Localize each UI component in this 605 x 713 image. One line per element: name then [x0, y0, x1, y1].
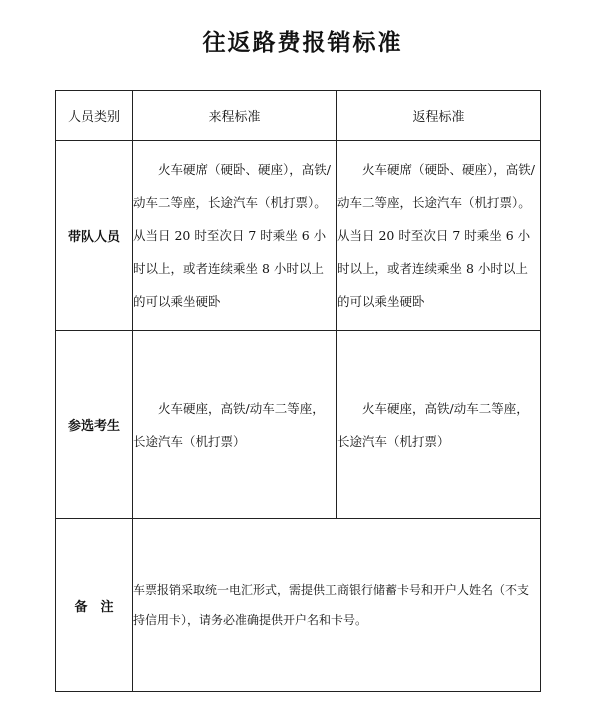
- page-title: 往返路费报销标准: [202, 29, 403, 56]
- header-category: 人员类别: [56, 91, 133, 141]
- table-row: [56, 331, 541, 519]
- reimbursement-table: [55, 90, 541, 692]
- candidate-outbound-standard: 火车硬座，高铁/动车二等座，长途汽车（机打票）: [133, 331, 337, 519]
- row-category-candidate: 参选考生: [56, 331, 133, 519]
- candidate-return-standard: 火车硬座，高铁/动车二等座，长途汽车（机打票）: [337, 331, 541, 519]
- table-row: [56, 519, 541, 692]
- table-row: [56, 141, 541, 331]
- table-header-row: [56, 91, 541, 141]
- note-text: 车票报销采取统一电汇形式，需提供工商银行储蓄卡号和开户人姓名（不支持信用卡），请务必准确提供开户名和卡号。: [133, 519, 541, 692]
- leader-return-standard: 火车硬席（硬卧、硬座），高铁/动车二等座，长途汽车（机打票）。从当日 20 时至次日 7 时乘坐 6 小时以上，或者连续乘坐 8 小时以上的可以乘坐硬卧: [337, 141, 541, 331]
- header-return: 返程标准: [337, 91, 541, 141]
- header-outbound: 来程标准: [133, 91, 337, 141]
- leader-outbound-standard: 火车硬席（硬卧、硬座），高铁/动车二等座，长途汽车（机打票）。从当日 20 时至次日 7 时乘坐 6 小时以上，或者连续乘坐 8 小时以上的可以乘坐硬卧: [133, 141, 337, 331]
- note-label: 备 注: [56, 519, 133, 692]
- row-category-leader: 带队人员: [56, 141, 133, 331]
